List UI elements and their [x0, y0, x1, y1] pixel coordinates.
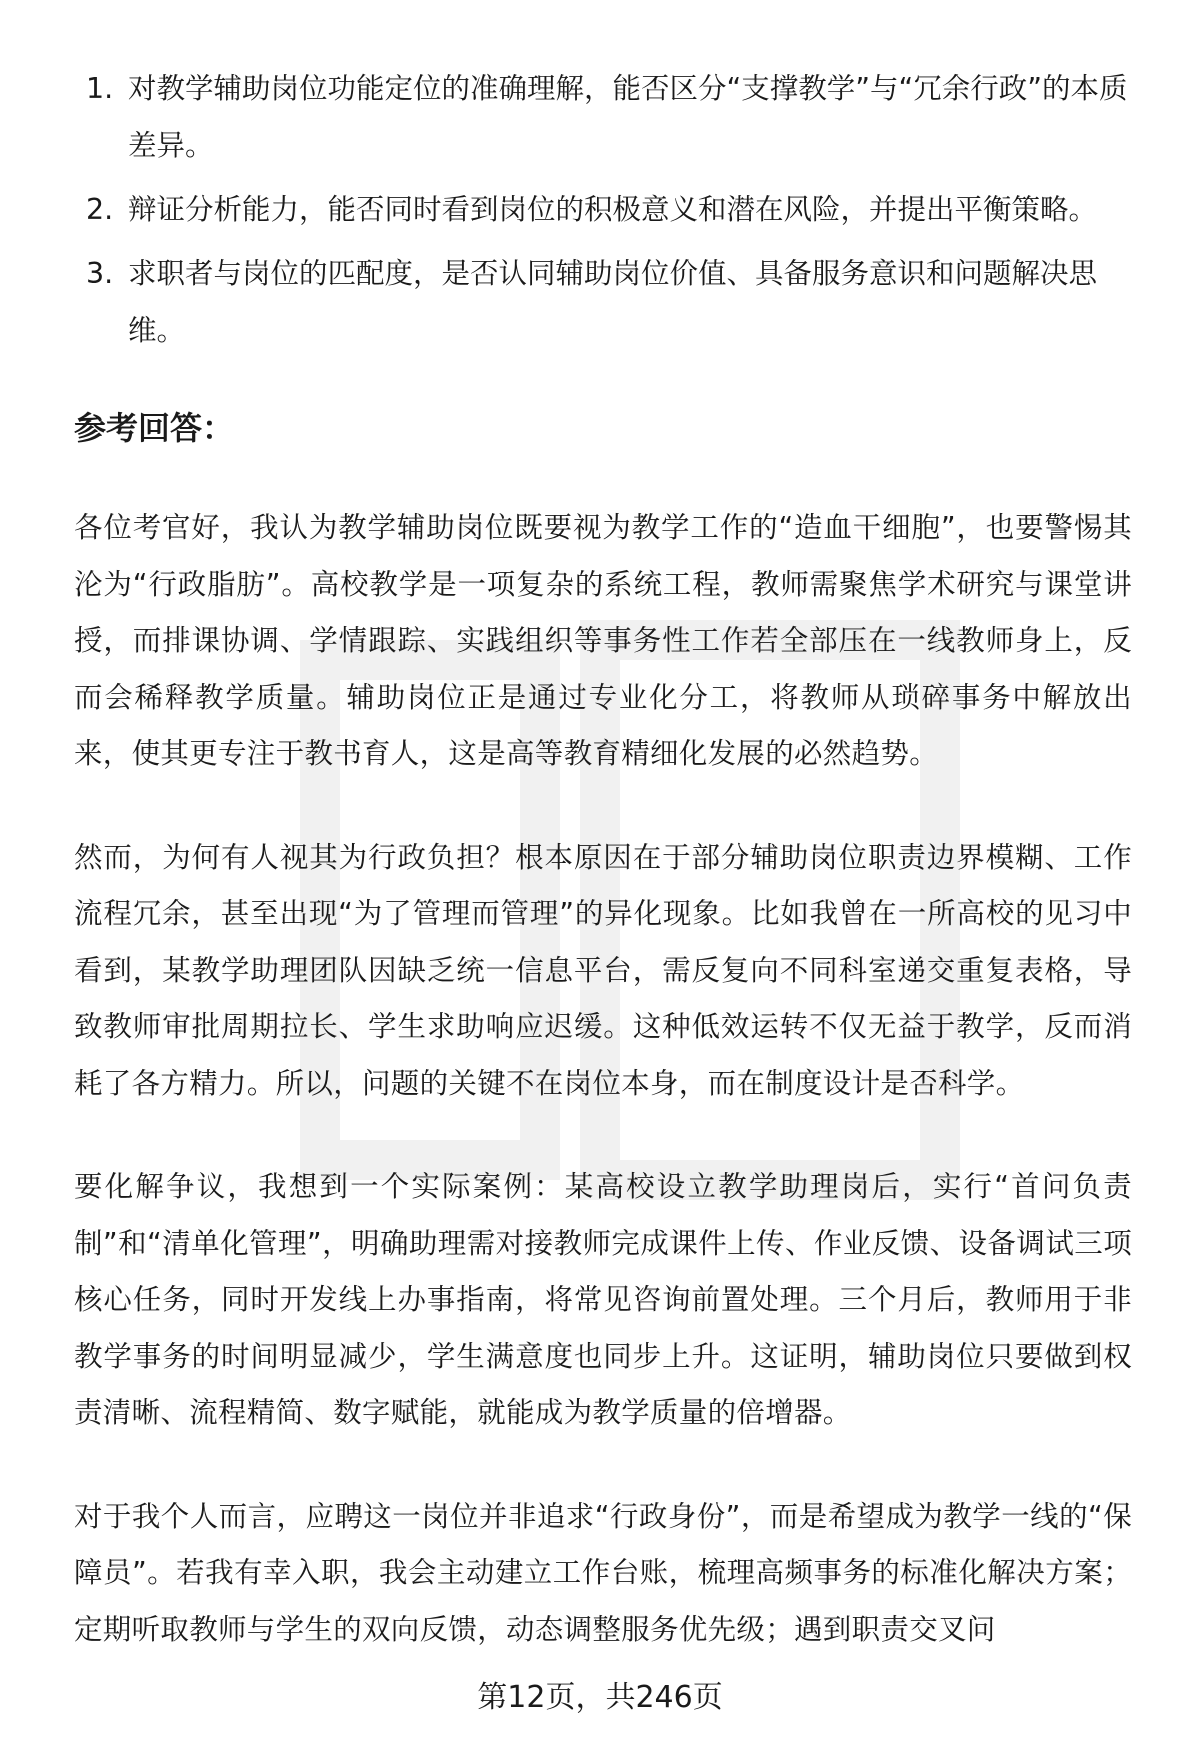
answer-body	[74, 500, 1132, 1705]
paragraph: 然而，为何有人视其为行政负担？根本原因在于部分辅助岗位职责边界模糊、工作流程冗余，甚至出现“为了管理而管理”的异化现象。比如我曾在一所高校的见习中看到，某教学助理团队因缺乏统一信息平台，需反复向不同科室递交重复表格，导致教师审批周期拉长、学生求助响应迟缓。这种低效运转不仅无益于教学，反而消耗了各方精力。所以，问题的关键不在岗位本身，而在制度设计是否科学。	[74, 840, 1132, 1100]
list-item	[78, 245, 1128, 359]
list-item-number: 2.	[86, 193, 114, 226]
list-item-text: 求职者与岗位的匹配度，是否认同辅助岗位价值、具备服务意识和问题解决思维。	[128, 257, 1098, 347]
page-footer: 第12页，共246页	[477, 1680, 723, 1715]
paragraph: 要化解争议，我想到一个实际案例：某高校设立教学助理岗后，实行“首问负责制”和“清单化管理”，明确助理需对接教师完成课件上传、作业反馈、设备调试三项核心任务，同时开发线上办事指南，将常见咨询前置处理。三个月后，教师用于非教学事务的时间明显减少，学生满意度也同步上升。这证明，辅助岗位只要做到权责清晰、流程精简、数字赋能，就能成为教学质量的倍增器。	[74, 1170, 1132, 1429]
list-item-number: 3.	[86, 257, 114, 290]
list-item-text: 对教学辅助岗位功能定位的准确理解，能否区分“支撑教学”与“冗余行政”的本质差异。	[128, 72, 1128, 162]
list-item	[78, 181, 1128, 238]
paragraph: 对于我个人而言，应聘这一岗位并非追求“行政身份”，而是希望成为教学一线的“保障员”。若我有幸入职，我会主动建立工作台账，梳理高频事务的标准化解决方案；定期听取教师与学生的双向反馈，动态调整服务优先级；遇到职责交叉问	[74, 1499, 1132, 1646]
list-item-text: 辩证分析能力，能否同时看到岗位的积极意义和潜在风险，并提出平衡策略。	[128, 193, 1098, 226]
section-heading: 参考回答：	[74, 409, 235, 447]
criteria-list	[78, 60, 1128, 366]
list-item-number: 1.	[86, 72, 114, 105]
list-item	[78, 60, 1128, 174]
paragraph: 各位考官好，我认为教学辅助岗位既要视为教学工作的“造血干细胞”，也要警惕其沦为“行政脂肪”。高校教学是一项复杂的系统工程，教师需聚焦学术研究与课堂讲授，而排课协调、学情跟踪、实践组织等事务性工作若全部压在一线教师身上，反而会稀释教学质量。辅助岗位正是通过专业化分工，将教师从琐碎事务中解放出来，使其更专注于教书育人，这是高等教育精细化发展的必然趋势。	[74, 511, 1132, 770]
